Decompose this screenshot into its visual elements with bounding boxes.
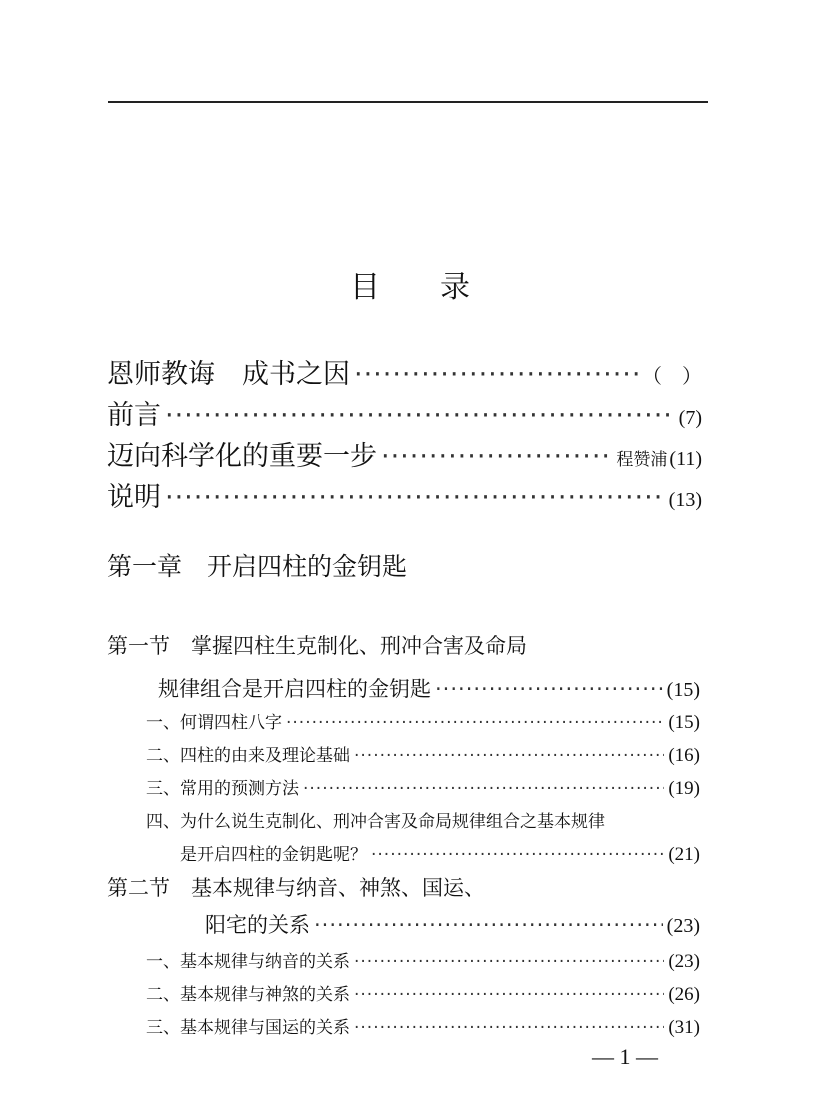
toc-entry-page: (11) bbox=[669, 448, 702, 470]
toc-entry-notes[interactable] bbox=[107, 475, 702, 514]
toc-entry-section-1[interactable] bbox=[158, 673, 700, 703]
toc-entry-section-2[interactable] bbox=[205, 909, 700, 939]
toc-entry-preface-teacher[interactable] bbox=[107, 352, 702, 391]
toc-entry-1-1[interactable] bbox=[146, 708, 700, 734]
toc-entry-label: 一、何谓四柱八字 bbox=[146, 713, 282, 733]
leader-dots bbox=[381, 441, 612, 472]
leader-dots bbox=[165, 482, 665, 513]
toc-entry-label: 规律组合是开启四柱的金钥匙 bbox=[158, 677, 431, 701]
toc-entry-label: 三、常用的预测方法 bbox=[146, 779, 299, 799]
toc-entry-2-3[interactable] bbox=[146, 1013, 700, 1039]
page-number: — 1 — bbox=[592, 1044, 658, 1069]
toc-entry-scientific-step[interactable] bbox=[107, 434, 702, 473]
toc-entry-label: 一、基本规律与纳音的关系 bbox=[146, 952, 350, 972]
toc-entry-label: 二、四柱的由来及理论基础 bbox=[146, 746, 350, 766]
toc-entry-page: (26) bbox=[668, 984, 700, 1005]
top-rule bbox=[108, 101, 708, 103]
toc-entry-page: (31) bbox=[668, 1017, 700, 1038]
toc-entry-label: 迈向科学化的重要一步 bbox=[107, 441, 377, 472]
toc-entry-page: (21) bbox=[668, 844, 700, 865]
leader-dots bbox=[435, 677, 663, 701]
toc-entry-label: 是开启四柱的金钥匙呢？ bbox=[180, 845, 367, 865]
leader-dots bbox=[354, 985, 664, 1005]
toc-entry-1-2[interactable] bbox=[146, 741, 700, 767]
leader-dots bbox=[371, 845, 664, 865]
toc-entry-2-1[interactable] bbox=[146, 947, 700, 973]
toc-entry-1-3[interactable] bbox=[146, 774, 700, 800]
leader-dots bbox=[286, 713, 664, 733]
leader-dots bbox=[165, 400, 675, 431]
leader-dots bbox=[314, 913, 663, 937]
toc-entry-page: (16) bbox=[668, 745, 700, 766]
page-title: 目 录 bbox=[350, 270, 470, 305]
toc-entry-2-2[interactable] bbox=[146, 980, 700, 1006]
toc-entry-label: 前言 bbox=[107, 400, 161, 431]
leader-dots bbox=[354, 359, 638, 390]
toc-entry-1-4[interactable] bbox=[180, 840, 700, 866]
toc-entry-page: （ ） bbox=[642, 366, 702, 388]
toc-entry-page: (15) bbox=[668, 712, 700, 733]
section-1-heading[interactable]: 第一节 掌握四柱生克制化、刑冲合害及命局 bbox=[107, 634, 527, 658]
toc-entry-1-4-line1[interactable]: 四、为什么说生克制化、刑冲合害及命局规律组合之基本规律 bbox=[146, 812, 605, 832]
toc-entry-page: (23) bbox=[666, 915, 700, 937]
toc-entry-label: 阳宅的关系 bbox=[205, 913, 310, 937]
toc-entry-foreword[interactable] bbox=[107, 393, 702, 432]
toc-entry-page: (13) bbox=[668, 489, 702, 511]
toc-entry-label: 说明 bbox=[107, 482, 161, 513]
toc-entry-page: (15) bbox=[666, 679, 700, 701]
toc-entry-page: (23) bbox=[668, 951, 700, 972]
leader-dots bbox=[303, 779, 664, 799]
leader-dots bbox=[354, 952, 664, 972]
toc-entry-page: (7) bbox=[678, 407, 702, 429]
toc-entry-label: 恩师教诲 成书之因 bbox=[107, 359, 350, 390]
leader-dots bbox=[354, 746, 664, 766]
toc-entry-author: 程赞浦 bbox=[616, 450, 668, 470]
section-2-heading[interactable]: 第二节 基本规律与纳音、神煞、国运、 bbox=[107, 876, 485, 900]
toc-entry-label: 三、基本规律与国运的关系 bbox=[146, 1018, 350, 1038]
toc-entry-label: 二、基本规律与神煞的关系 bbox=[146, 985, 350, 1005]
chapter-heading[interactable]: 第一章 开启四柱的金钥匙 bbox=[107, 552, 408, 581]
leader-dots bbox=[354, 1018, 664, 1038]
toc-entry-page: (19) bbox=[668, 778, 700, 799]
